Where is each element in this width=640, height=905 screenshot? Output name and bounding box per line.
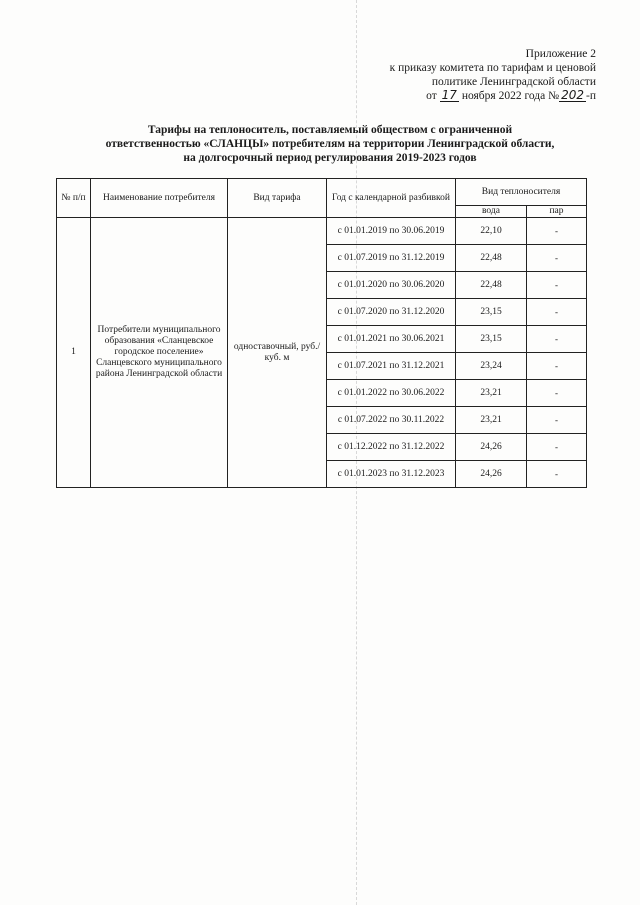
appendix-header (390, 47, 596, 103)
tariff-table (56, 178, 587, 488)
consumer-name: Потребители муниципального образования «Сланцевское городское поселение» Сланцевского муниципального района Ленинградской области (91, 218, 228, 488)
water-cell: 23,15 (456, 299, 527, 326)
water-cell: 24,26 (456, 461, 527, 488)
appendix-title: Приложение 2 (525, 48, 596, 60)
period-cell: с 01.07.2020 по 31.12.2020 (327, 299, 456, 326)
period-cell: с 01.01.2022 по 30.06.2022 (327, 380, 456, 407)
header-steam: пар (527, 206, 587, 218)
water-cell: 22,48 (456, 245, 527, 272)
period-cell: с 01.07.2021 по 31.12.2021 (327, 353, 456, 380)
steam-cell: - (527, 434, 587, 461)
tariff-type: одноставочный, руб./куб. м (228, 218, 327, 488)
steam-cell: - (527, 299, 587, 326)
date-prefix: от (426, 90, 437, 102)
period-cell: с 01.07.2019 по 31.12.2019 (327, 245, 456, 272)
date-middle: ноября 2022 года № (461, 90, 560, 102)
title-line-1: Тарифы на теплоноситель, поставляемый обществом с ограниченной (147, 124, 513, 136)
water-cell: 23,21 (456, 407, 527, 434)
water-cell: 23,15 (456, 326, 527, 353)
steam-cell: - (527, 407, 587, 434)
period-cell: с 01.01.2020 по 30.06.2020 (327, 272, 456, 299)
header-carrier: Вид теплоносителя (456, 179, 587, 206)
steam-cell: - (527, 326, 587, 353)
row-number: 1 (57, 218, 91, 488)
period-cell: с 01.12.2022 по 31.12.2022 (327, 434, 456, 461)
water-cell: 22,48 (456, 272, 527, 299)
table-row (57, 218, 587, 245)
order-suffix: -п (586, 90, 596, 102)
water-cell: 22,10 (456, 218, 527, 245)
header-tariff-type: Вид тарифа (228, 179, 327, 218)
handwritten-order-number: 202 (561, 88, 585, 102)
steam-cell: - (527, 218, 587, 245)
header-water: вода (456, 206, 527, 218)
period-cell: с 01.01.2021 по 30.06.2021 (327, 326, 456, 353)
water-cell: 23,21 (456, 380, 527, 407)
header-consumer: Наименование потребителя (91, 179, 228, 218)
appendix-committee-line: политике Ленинградской области (431, 76, 596, 88)
steam-cell: - (527, 245, 587, 272)
steam-cell: - (527, 461, 587, 488)
water-cell: 24,26 (456, 434, 527, 461)
title-line-3: на долгосрочный период регулирования 2019-2023 годов (183, 152, 477, 164)
water-cell: 23,24 (456, 353, 527, 380)
period-cell: с 01.01.2023 по 31.12.2023 (327, 461, 456, 488)
steam-cell: - (527, 353, 587, 380)
header-year: Год с календарной разбивкой (327, 179, 456, 218)
steam-cell: - (527, 380, 587, 407)
header-number: № п/п (57, 179, 91, 218)
appendix-order-line: к приказу комитета по тарифам и ценовой (389, 62, 596, 74)
appendix-date-line (390, 89, 596, 103)
title-line-2: ответственностью «СЛАНЦЫ» потребителям на территории Ленинградской области, (105, 138, 555, 150)
document-title (40, 123, 620, 165)
period-cell: с 01.01.2019 по 30.06.2019 (327, 218, 456, 245)
handwritten-day: 17 (441, 88, 457, 102)
period-cell: с 01.07.2022 по 30.11.2022 (327, 407, 456, 434)
steam-cell: - (527, 272, 587, 299)
